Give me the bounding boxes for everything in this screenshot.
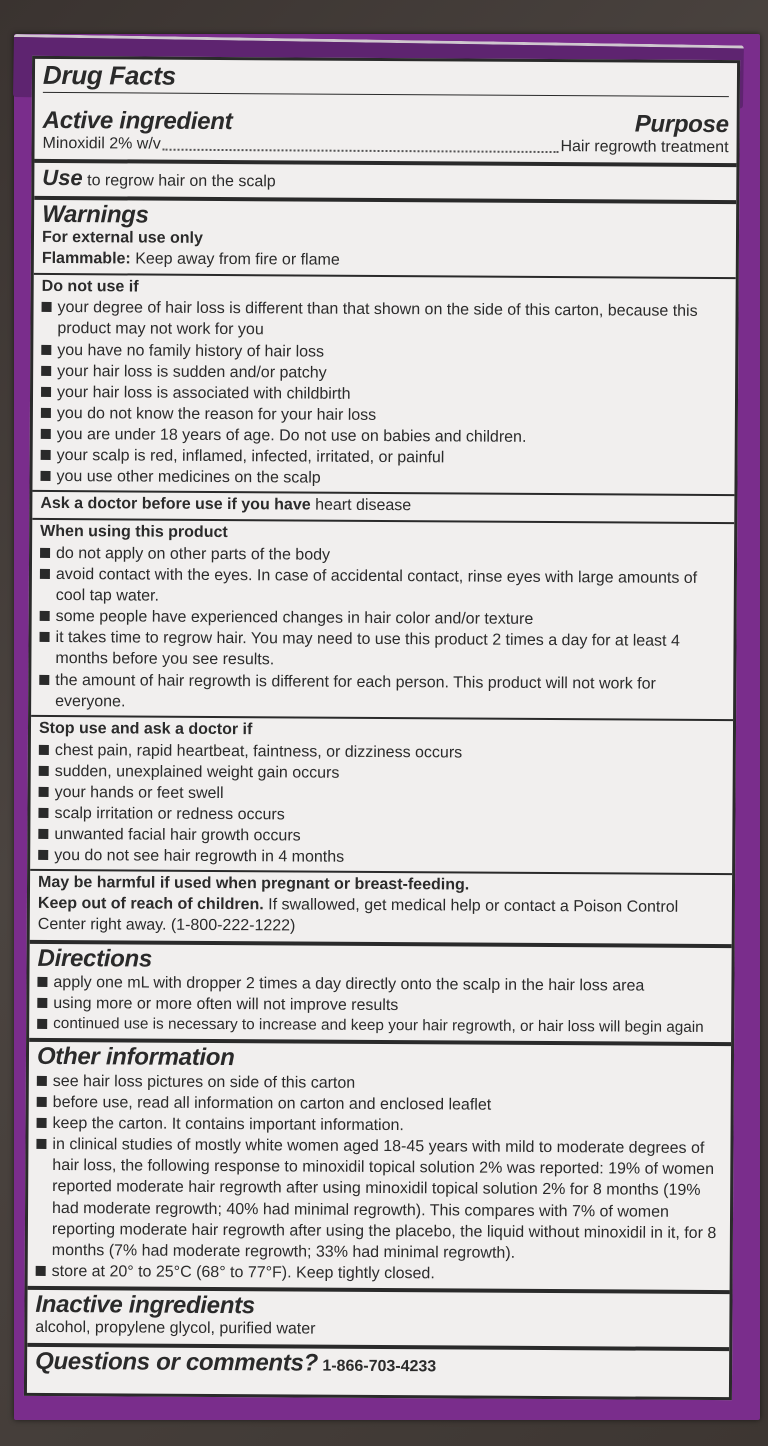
- directions-section: [29, 944, 732, 1047]
- list-item: [41, 297, 727, 343]
- other-information-list: [36, 1071, 723, 1286]
- bullet-square-icon: [38, 850, 48, 860]
- ask-doctor-line: [40, 494, 726, 519]
- warnings-section: [30, 199, 737, 947]
- directions-heading: Directions: [37, 944, 153, 973]
- stop-use-heading: Stop use and ask a doctor if: [38, 719, 253, 739]
- inactive-ingredients-section: [27, 1290, 729, 1351]
- bullet-square-icon: [42, 302, 52, 312]
- list-item-text: unwanted facial hair growth occurs: [54, 826, 301, 845]
- list-item: [39, 627, 725, 673]
- flammable-text: Keep away from fire or flame: [135, 250, 340, 269]
- list-item-text: you use other medicines on the scalp: [56, 468, 321, 487]
- leader-dots: [163, 148, 559, 152]
- drug-facts-title: Drug Facts: [42, 59, 176, 91]
- list-item-text: continued use is necessary to increase and keep your hair regrowth, or hair loss will begin again: [53, 1015, 704, 1037]
- list-item-text: store at 20° to 25°C (68° to 77°F). Keep tightly closed.: [51, 1262, 435, 1283]
- list-item-text: it takes time to regrow hair. You may need to use this product 2 times a day for at least 4 months before you see results.: [55, 629, 680, 669]
- list-item: [40, 564, 726, 610]
- bullet-square-icon: [40, 611, 50, 621]
- use-section: [34, 163, 736, 204]
- bullet-square-icon: [41, 344, 51, 354]
- when-using-heading: When using this product: [40, 523, 228, 542]
- keep-out-text: If swallowed, get medical help or contact a Poison Control Center right away. (1-800-222-1222): [37, 896, 679, 935]
- flammable-line: [42, 249, 728, 274]
- bullet-square-icon: [37, 1019, 47, 1029]
- active-ingredient-section: [34, 59, 737, 167]
- pregnancy-warning: May be harmful if used when pregnant or breast-feeding.: [37, 874, 470, 894]
- bullet-square-icon: [41, 366, 51, 376]
- bullet-square-icon: [41, 408, 51, 418]
- list-item-text: your hair loss is sudden and/or patchy: [57, 362, 327, 382]
- do-not-use-list: [40, 297, 727, 491]
- purpose-heading: Purpose: [634, 110, 729, 138]
- questions-phone: 1-866-703-4233: [322, 1357, 437, 1376]
- list-item-text: before use, read all information on carton and enclosed leaflet: [52, 1093, 492, 1114]
- use-heading: Use: [42, 164, 83, 190]
- active-heading-row: [43, 94, 729, 139]
- bullet-square-icon: [39, 745, 49, 755]
- bullet-square-icon: [37, 1076, 47, 1086]
- ask-doctor-label: Ask a doctor before use if you have: [40, 495, 311, 514]
- questions-section: [27, 1347, 729, 1384]
- bullet-square-icon: [37, 1118, 47, 1128]
- ingredient-purpose: Hair regrowth treatment: [560, 138, 729, 157]
- list-item: [39, 669, 725, 715]
- ingredient-name: Minoxidil 2% w/v: [42, 134, 161, 153]
- bullet-square-icon: [40, 632, 50, 642]
- list-item-text: your hair loss is associated with childbirth: [56, 383, 351, 403]
- keep-out-line: [38, 894, 724, 940]
- ingredient-row: [42, 134, 728, 159]
- other-information-heading: Other information: [36, 1043, 235, 1072]
- bullet-square-icon: [37, 1097, 47, 1107]
- questions-heading: Questions or comments?: [35, 1348, 318, 1377]
- bullet-square-icon: [38, 829, 48, 839]
- bullet-square-icon: [40, 548, 50, 558]
- bullet-square-icon: [41, 450, 51, 460]
- bullet-square-icon: [39, 766, 49, 776]
- list-item: [37, 1014, 723, 1038]
- list-item-text: you do not see hair regrowth in 4 months: [54, 847, 345, 866]
- bullet-square-icon: [41, 429, 51, 439]
- bullet-square-icon: [39, 787, 49, 797]
- inactive-ingredients-text: alcohol, propylene glycol, purified water: [35, 1319, 316, 1338]
- warnings-heading: Warnings: [42, 200, 149, 229]
- list-item-text: you are under 18 years of age. Do not use on babies and children.: [56, 426, 527, 446]
- list-item-text: in clinical studies of mostly white women aged 18-45 years with mild to moderate degrees of hair loss, the following response to minoxidil topical solution 2% was reported: 19% of women reported moderate hair regrowth after using minoxidil topical solution 2% for 8 months (19% had moderate regrowth; 40% had minimal regrowth). This compares with 7% of women reporting moderate hair regrowth after using the placebo, the liquid without minoxidil in it, for 8 months (7% had moderate regrowth; 33% had minimal regrowth).: [51, 1136, 717, 1262]
- active-ingredient-heading: Active ingredient: [42, 106, 233, 135]
- inactive-ingredients-heading: Inactive ingredients: [35, 1290, 255, 1320]
- list-item-text: scalp irritation or redness occurs: [54, 804, 285, 824]
- when-using-list: [39, 543, 726, 716]
- stop-use-list: [38, 740, 725, 871]
- bullet-square-icon: [41, 387, 51, 397]
- bullet-square-icon: [36, 1266, 46, 1276]
- list-item-text: some people have experienced changes in hair color and/or texture: [55, 608, 534, 629]
- list-item: [40, 466, 726, 491]
- flammable-label: Flammable:: [41, 249, 131, 268]
- list-item-text: you have no family history of hair loss: [57, 341, 325, 361]
- use-text: to regrow hair on the scalp: [87, 171, 276, 191]
- list-item-text: apply one mL with dropper 2 times a day directly onto the scalp in the hair loss area: [53, 974, 645, 995]
- list-item-text: your hands or feet swell: [54, 783, 224, 802]
- other-information-section: [28, 1042, 731, 1294]
- bullet-square-icon: [40, 569, 50, 579]
- list-item-text: keep the carton. It contains important information.: [52, 1115, 404, 1135]
- list-item-text: see hair loss pictures on side of this carton: [52, 1072, 356, 1092]
- list-item-text: you do not know the reason for your hair loss: [56, 404, 377, 424]
- external-use-text: For external use only: [41, 228, 203, 247]
- list-item-text: your degree of hair loss is different than that shown on the side of this carton, because this product may not work for you: [57, 299, 698, 339]
- list-item-text: do not apply on other parts of the body: [56, 544, 331, 564]
- list-item-text: your scalp is red, inflamed, infected, irritated, or painful: [56, 447, 445, 467]
- do-not-use-heading: Do not use if: [41, 277, 139, 296]
- bullet-square-icon: [37, 977, 47, 987]
- list-item: [38, 845, 724, 870]
- bullet-square-icon: [36, 1139, 46, 1149]
- list-item-text: the amount of hair regrowth is different for each person. This product will not work for everyone.: [55, 671, 656, 711]
- list-item-text: avoid contact with the eyes. In case of accidental contact, rinse eyes with large amounts of cool tap water.: [55, 566, 698, 605]
- directions-list: [37, 972, 723, 1039]
- bullet-square-icon: [39, 674, 49, 684]
- keep-out-label: Keep out of reach of children.: [37, 894, 264, 914]
- list-item: [36, 1261, 722, 1286]
- list-item-text: chest pain, rapid heartbeat, faintness, or dizziness occurs: [54, 741, 463, 762]
- bullet-square-icon: [41, 471, 51, 481]
- list-item: [36, 1134, 723, 1265]
- drug-facts-panel: [24, 56, 740, 1400]
- ask-doctor-text: heart disease: [315, 496, 412, 515]
- list-item-text: sudden, unexplained weight gain occurs: [54, 762, 340, 782]
- list-item-text: using more or more often will not improve results: [53, 995, 399, 1015]
- bullet-square-icon: [38, 808, 48, 818]
- bullet-square-icon: [37, 998, 47, 1008]
